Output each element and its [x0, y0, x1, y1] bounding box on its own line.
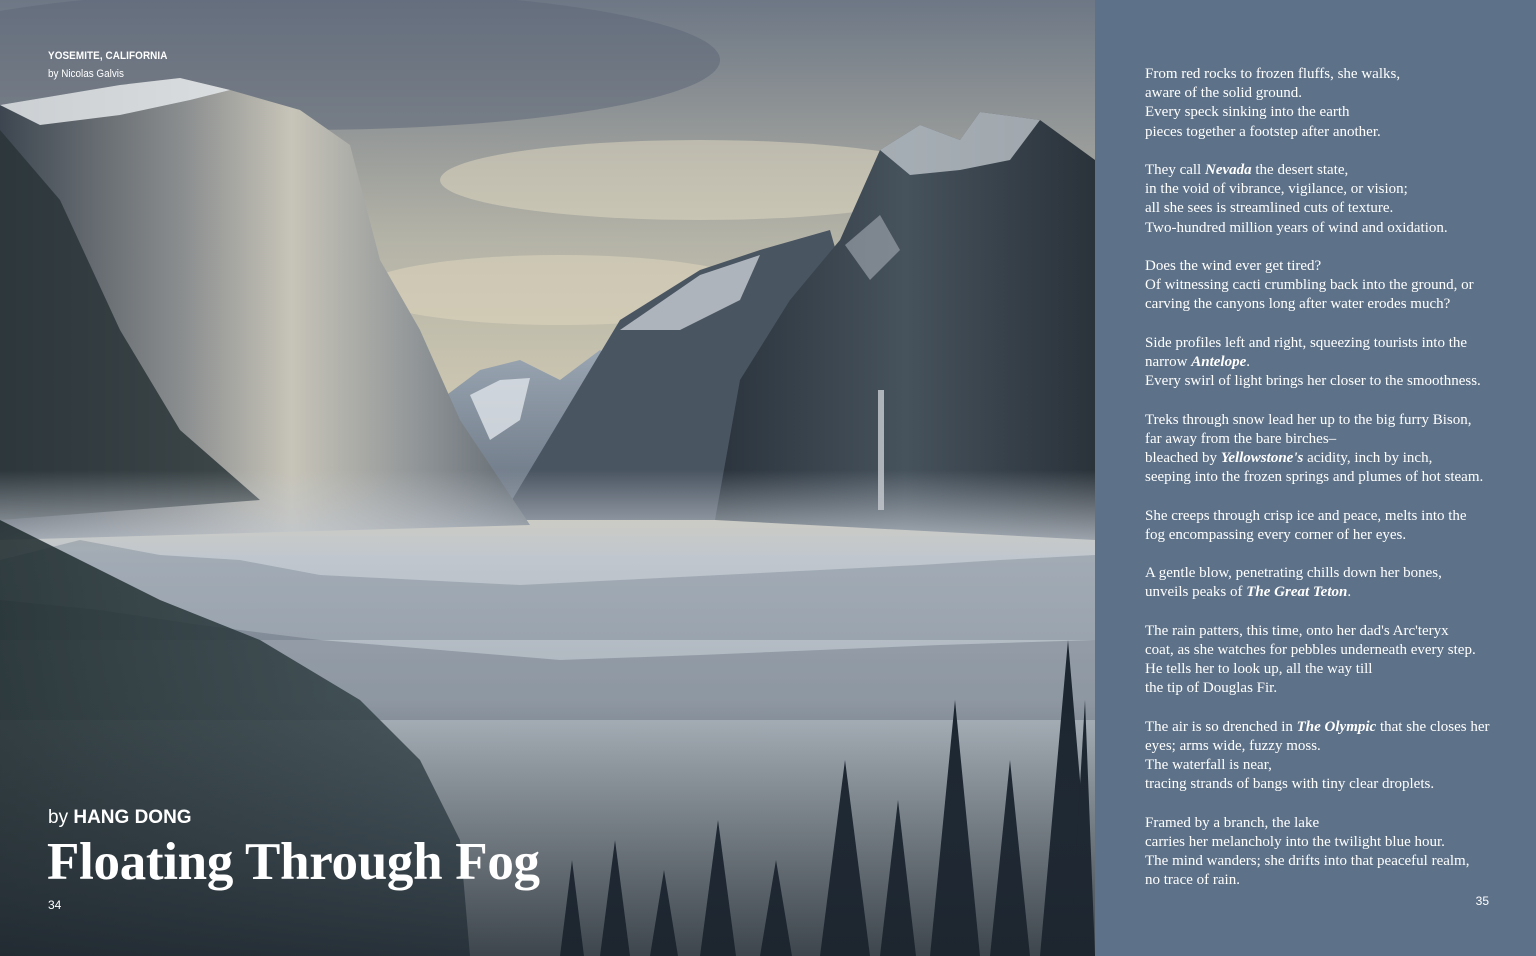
poem-text: acidity, inch by inch, [1303, 450, 1433, 466]
poem-text: narrow [1145, 354, 1192, 370]
poem-line [1145, 660, 1530, 679]
right-page [1095, 0, 1536, 956]
poem-text: pieces together a footstep after another. [1145, 123, 1381, 140]
poem-text: seeping into the frozen springs and plumes of hot steam. [1145, 469, 1484, 486]
poem-text: . [1246, 354, 1250, 370]
poem-line [1145, 219, 1530, 238]
poem-line [1145, 718, 1530, 737]
poem-text: eyes; arms wide, fuzzy moss. [1145, 737, 1321, 754]
poem-text: carries her melancholy into the twilight blue hour. [1145, 833, 1445, 850]
poem-line [1145, 756, 1530, 775]
poem-line [1145, 65, 1530, 84]
poem-line [1145, 468, 1530, 487]
poem-stanza [1145, 814, 1530, 891]
place-name-italic: The Great Teton [1246, 584, 1348, 601]
poem-line [1145, 430, 1530, 449]
poem-text: The waterfall is near, [1145, 757, 1272, 774]
poem-line [1145, 564, 1530, 583]
poem-line [1145, 257, 1530, 276]
poem-text: The rain patters, this time, onto her dad's Arc'teryx [1145, 622, 1449, 639]
poem-text: They call [1145, 162, 1205, 178]
poem-stanza [1145, 507, 1530, 545]
poem-line [1145, 161, 1530, 180]
page-number-left: 34 [48, 898, 62, 912]
poem-text: coat, as she watches for pebbles underneath every step. [1145, 641, 1476, 658]
poem-line [1145, 622, 1530, 641]
poem-text: Framed by a branch, the lake [1145, 814, 1320, 831]
poem-line [1145, 295, 1530, 314]
poem-line [1145, 871, 1530, 890]
poem-text: far away from the bare birches– [1145, 430, 1337, 447]
poem-stanza [1145, 622, 1530, 699]
author-name: HANG DONG [73, 807, 192, 828]
poem-text: bleached by [1145, 450, 1221, 466]
poem-line [1145, 852, 1530, 871]
poem-line [1145, 84, 1530, 103]
poem-text: the tip of Douglas Fir. [1145, 680, 1278, 697]
poem-text: in the void of vibrance, vigilance, or vision; [1145, 181, 1408, 198]
poem-text: . [1347, 584, 1352, 601]
poem-text: that she closes her [1376, 718, 1490, 735]
poem-line [1145, 372, 1530, 391]
poem-stanza [1145, 718, 1530, 795]
poem-text: Every speck sinking into the earth [1145, 104, 1350, 121]
poem-line [1145, 679, 1530, 698]
poem-text: Two-hundred million years of wind and oxidation. [1145, 219, 1448, 236]
poem-stanza [1145, 161, 1530, 238]
poem-text: Does the wind ever get tired? [1145, 258, 1322, 274]
place-name-italic: Yellowstone's [1220, 450, 1304, 466]
poem-line [1145, 814, 1530, 833]
poem-line [1145, 180, 1530, 199]
poem-text: He tells her to look up, all the way till [1145, 661, 1373, 678]
byline-prefix: by [48, 807, 74, 828]
poem-text: fog encompassing every corner of her eyes. [1145, 526, 1407, 543]
poem-text: Of witnessing cacti crumbling back into the ground, or [1145, 277, 1474, 294]
poem-text: From red rocks to frozen fluffs, she walks, [1145, 66, 1401, 82]
poem-line [1145, 103, 1530, 122]
poem-line [1145, 737, 1530, 756]
poem-line [1145, 641, 1530, 660]
poem-text: carving the canyons long after water erodes much? [1145, 296, 1451, 313]
poem-stanza [1145, 334, 1530, 392]
poem-line [1145, 123, 1530, 142]
poem-text: She creeps through crisp ice and peace, melts into the [1145, 507, 1467, 524]
poem-text: aware of the solid ground. [1145, 85, 1303, 102]
poem-stanza [1145, 65, 1530, 142]
poem-stanza [1145, 257, 1530, 315]
poem-stanza [1145, 411, 1530, 488]
poem-line [1145, 775, 1530, 794]
poem-line [1145, 334, 1530, 353]
poem-line [1145, 411, 1530, 430]
poem-line [1145, 526, 1530, 545]
poem-text: Side profiles left and right, squeezing tourists into the [1145, 334, 1468, 351]
poem-line [1145, 449, 1530, 468]
poem-line [1145, 353, 1530, 372]
photo-credit-caption: by Nicolas Galvis [48, 68, 124, 80]
photo-location-caption: YOSEMITE, CALIFORNIA [48, 50, 168, 62]
poem-text: all she sees is streamlined cuts of texture. [1145, 200, 1394, 217]
poem-body [1145, 65, 1530, 910]
poem-text: A gentle blow, penetrating chills down her bones, [1145, 565, 1442, 582]
poem-text: Treks through snow lead her up to the big furry Bison, [1145, 411, 1472, 428]
place-name-italic: Nevada [1204, 162, 1252, 178]
poem-text: tracing strands of bangs with tiny clear droplets. [1145, 776, 1435, 793]
poem-text: Every swirl of light brings her closer to the smoothness. [1145, 373, 1481, 390]
place-name-italic: Antelope [1191, 354, 1247, 370]
place-name-italic: The Olympic [1296, 718, 1377, 735]
poem-line [1145, 833, 1530, 852]
article-title: Floating Through Fog [47, 833, 540, 891]
poem-text: The mind wanders; she drifts into that peaceful realm, [1145, 853, 1470, 870]
poem-text: the desert state, [1251, 162, 1349, 178]
poem-text: no trace of rain. [1145, 872, 1240, 889]
poem-stanza [1145, 564, 1530, 602]
poem-line [1145, 276, 1530, 295]
author-byline [48, 807, 192, 829]
poem-line [1145, 199, 1530, 218]
page-number-right: 35 [1475, 894, 1489, 908]
poem-text: The air is so drenched in [1145, 718, 1297, 735]
poem-line [1145, 507, 1530, 526]
poem-text: unveils peaks of [1145, 584, 1247, 601]
poem-line [1145, 583, 1530, 602]
